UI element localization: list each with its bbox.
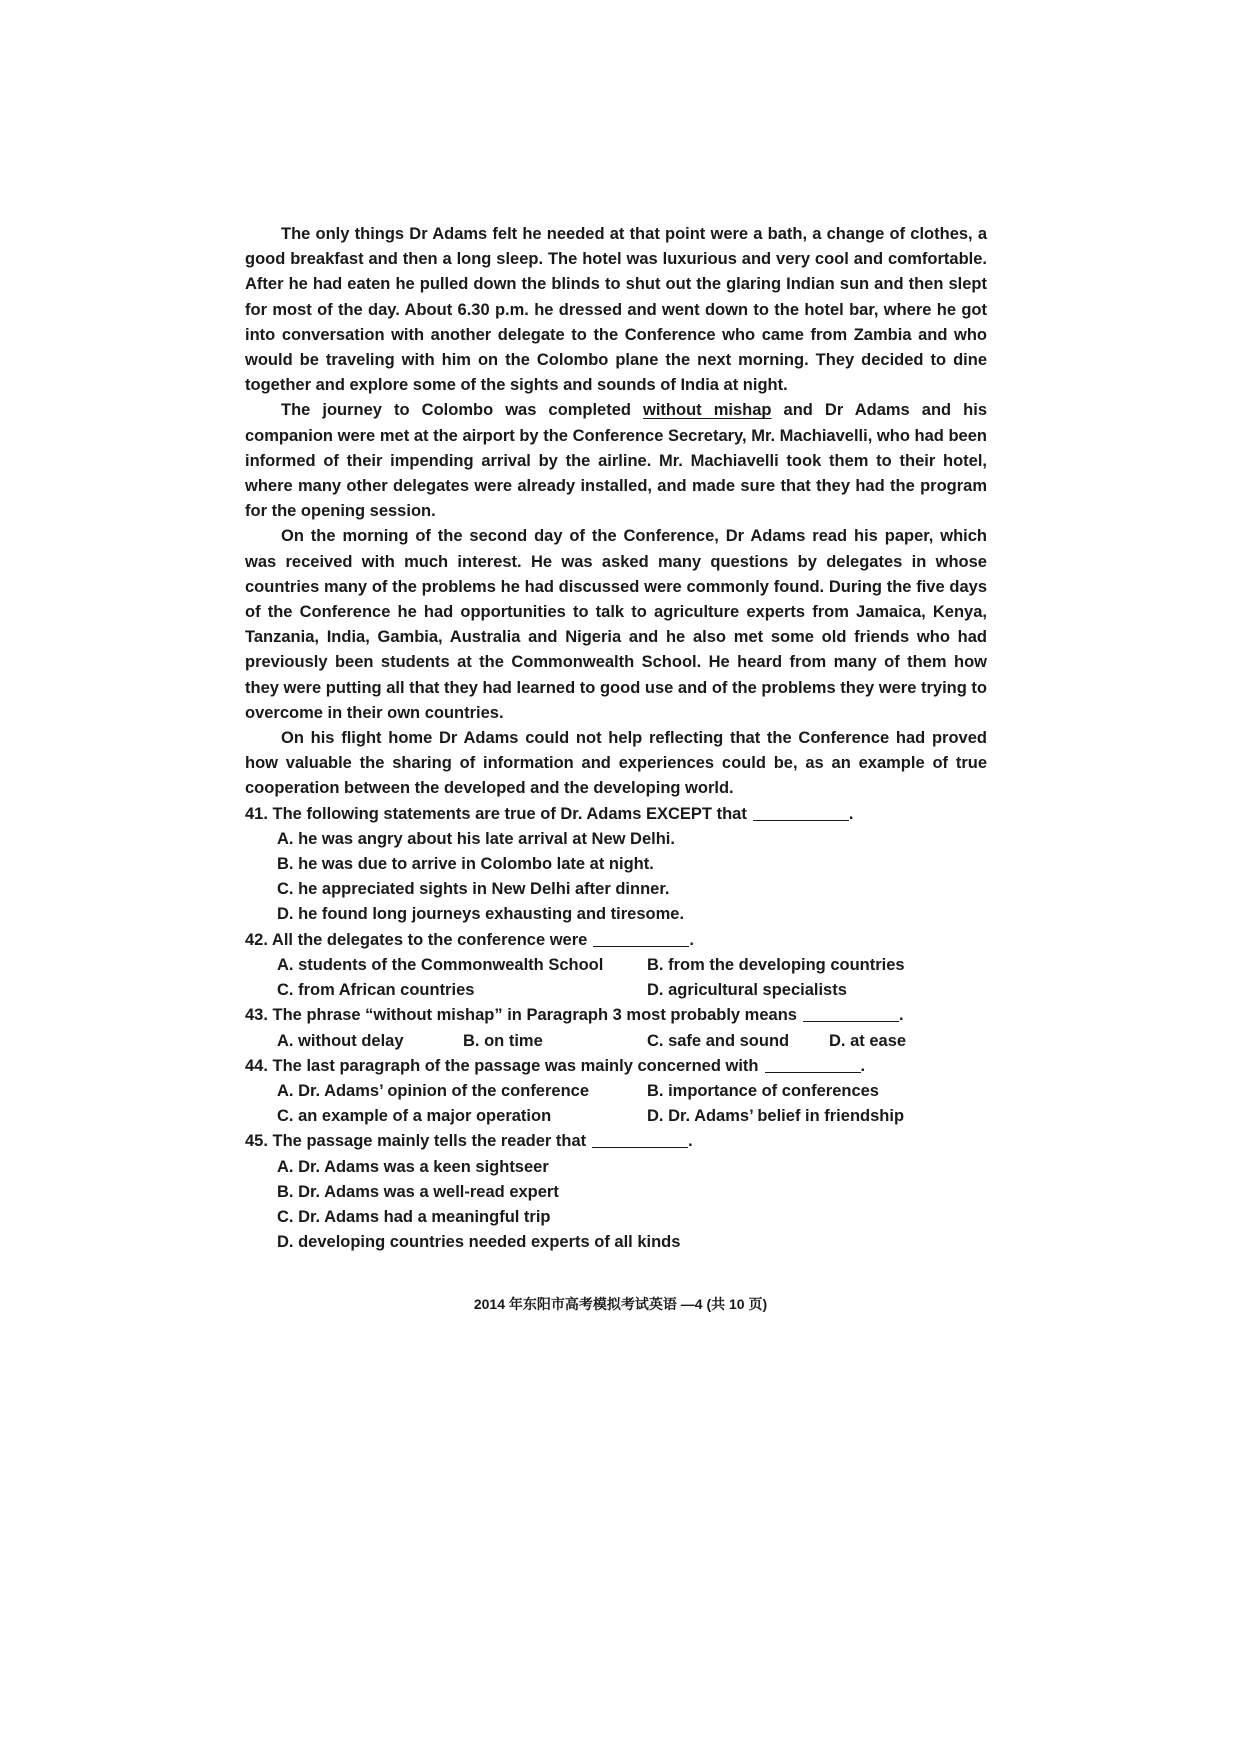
option-a: A. he was angry about his late arrival at New Delhi. — [277, 829, 675, 848]
option-c: C. he appreciated sights in New Delhi after dinner. — [277, 880, 670, 899]
answer-blank — [803, 1005, 899, 1022]
options-list — [277, 827, 987, 928]
page-footer: 2014 年东阳市高考模拟考试英语 —4 (共 10 页) — [473, 1296, 768, 1312]
question-end: . — [689, 930, 694, 949]
question-text: 41. The following statements are true of Dr. Adams EXCEPT that — [245, 804, 747, 823]
option-d: D. agricultural specialists — [647, 981, 847, 1000]
question-stem — [245, 1054, 987, 1079]
question-end: . — [860, 1056, 866, 1075]
option-b: B. Dr. Adams was a well-read expert — [277, 1182, 559, 1201]
question-stem — [245, 1129, 987, 1154]
passage-paragraph-4: On his flight home Dr Adams could not help reflecting that the Conference had proved how valuable the sharing of information and experiences could be, as an example of true cooperation between the developed and the developing world. — [245, 729, 987, 798]
passage-paragraph-2 — [245, 398, 987, 524]
underlined-phrase: without mishap — [643, 401, 772, 420]
answer-blank — [765, 1056, 861, 1073]
options-list — [277, 1029, 987, 1054]
question-text: 45. The passage mainly tells the reader that — [245, 1132, 587, 1151]
question-41 — [245, 802, 987, 928]
question-45 — [245, 1129, 987, 1255]
option-a: A. Dr. Adams was a keen sightseer — [277, 1157, 549, 1176]
option-b: B. importance of conferences — [647, 1081, 879, 1100]
options-list — [277, 1079, 987, 1129]
answer-blank — [593, 930, 689, 947]
question-43 — [245, 1003, 987, 1053]
question-stem — [245, 928, 987, 953]
question-stem — [245, 802, 987, 827]
paragraph-2-start: The journey to Colombo was completed — [281, 401, 644, 420]
passage-paragraph-1: The only things Dr Adams felt he needed at that point were a bath, a change of clothes, a good breakfast and then a long sleep. The hotel was luxurious and very cool and comfortable. After he had eaten he pulled down the blinds to shut out the glaring Indian sun and then slept for most of the day. About 6.30 p.m. he dressed and went down to the hotel bar, where he got into conversation with another delegate to the Conference who came from Zambia and who would be traveling with him on the Colombo plane the next morning. They decided to dine together and explore some of the sights and sounds of India at night. — [245, 225, 987, 395]
option-b: B. from the developing countries — [647, 955, 905, 974]
option-d: D. developing countries needed experts of all kinds — [277, 1233, 681, 1252]
option-c: C. an example of a major operation — [277, 1107, 552, 1126]
option-c: C. Dr. Adams had a meaningful trip — [277, 1207, 551, 1226]
question-text: 44. The last paragraph of the passage was mainly concerned with — [245, 1056, 759, 1075]
question-end: . — [688, 1132, 693, 1151]
answer-blank — [753, 804, 849, 821]
option-d: D. he found long journeys exhausting and tiresome. — [277, 905, 685, 924]
option-c: C. from African countries — [277, 981, 475, 1000]
option-a: A. students of the Commonwealth School — [277, 955, 604, 974]
option-b: B. on time — [463, 1031, 543, 1050]
question-end: . — [848, 804, 854, 823]
option-a: A. Dr. Adams’ opinion of the conference — [277, 1081, 590, 1100]
option-d: D. Dr. Adams’ belief in friendship — [647, 1107, 905, 1126]
options-list — [277, 1155, 987, 1256]
question-44 — [245, 1054, 987, 1130]
answer-blank — [592, 1131, 688, 1148]
option-c: C. safe and sound — [647, 1031, 790, 1050]
option-a: A. without delay — [277, 1031, 404, 1050]
paragraph-2-rest: and Dr Adams and his companion were met at the airport by the Conference Secretary, Mr. Machiavelli, who had been informed of their impending arrival by the airline. Mr. Machiavelli took them to their hotel, where many other delegates were already installed, and made sure that they had the program for the opening session. — [245, 401, 987, 521]
reading-section — [245, 222, 987, 1255]
option-b: B. he was due to arrive in Colombo late at night. — [277, 855, 654, 874]
question-text: 43. The phrase “without mishap” in Paragraph 3 most probably means — [245, 1006, 797, 1025]
option-d: D. at ease — [829, 1031, 907, 1050]
question-end: . — [898, 1006, 904, 1025]
question-42 — [245, 928, 987, 1004]
question-stem — [245, 1003, 987, 1028]
passage-paragraph-3: On the morning of the second day of the Conference, Dr Adams read his paper, which was received with much interest. He was asked many questions by delegates in whose countries many of the problems he had discussed were commonly found. During the five days of the Conference he had opportunities to talk to agriculture experts from Jamaica, Kenya, Tanzania, India, Gambia, Australia and Nigeria and he also met some old friends who had previously been students at the Commonwealth School. He heard from many of them how they were putting all that they had learned to good use and of the problems they were trying to overcome in their own countries. — [245, 527, 987, 722]
question-text: 42. All the delegates to the conference were — [245, 930, 588, 949]
options-list — [277, 953, 987, 1003]
